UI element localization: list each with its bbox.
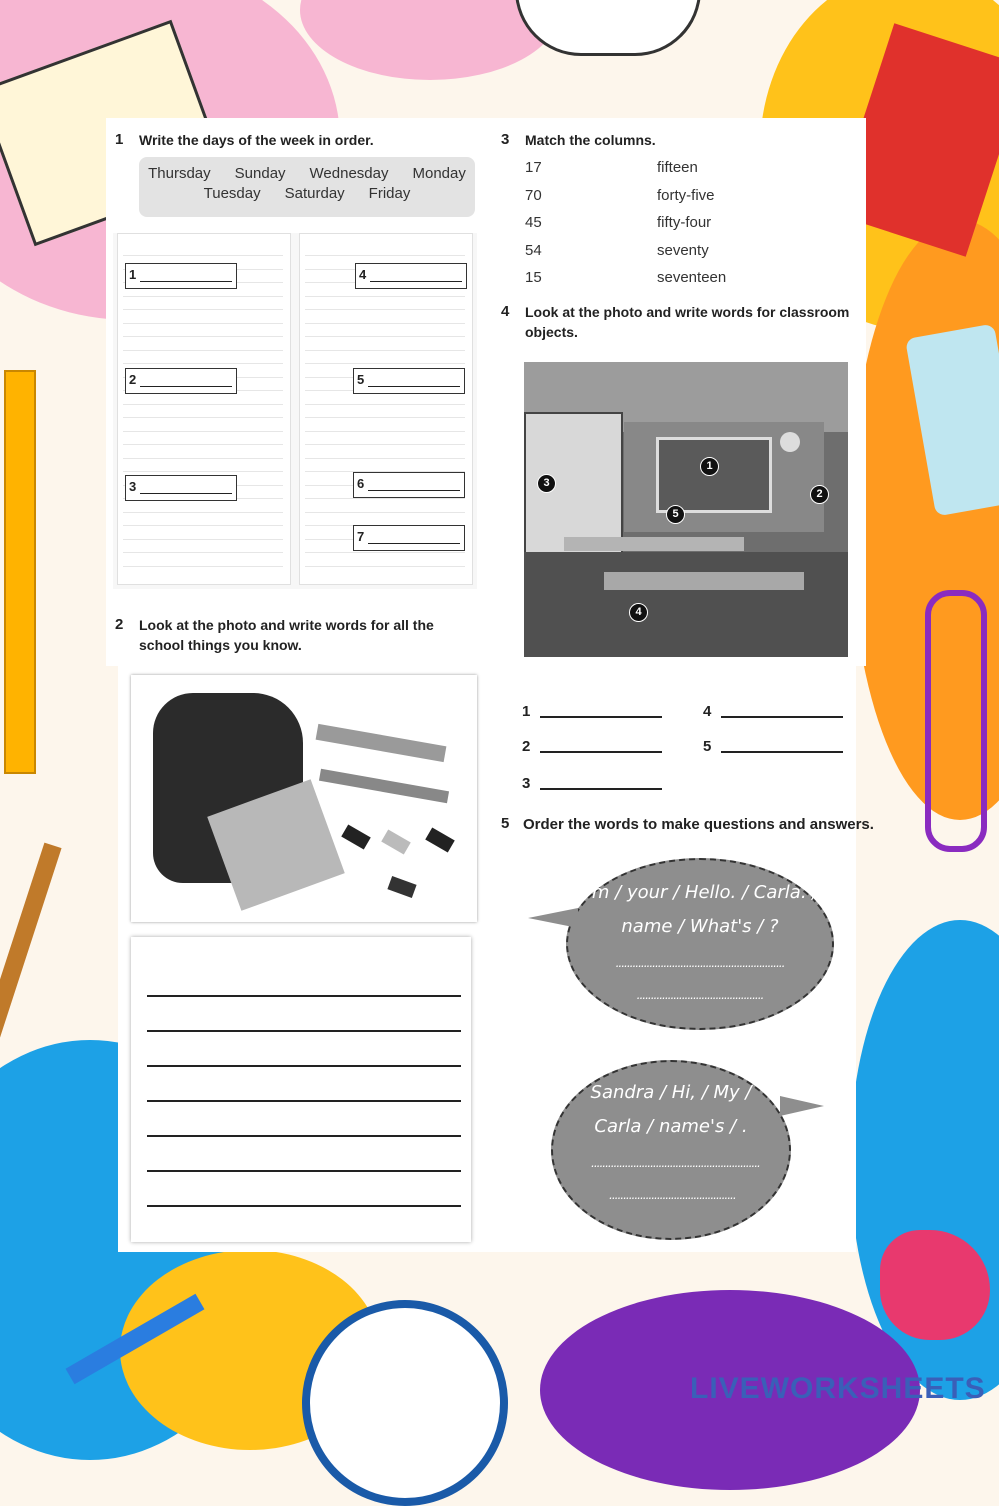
slot-number: 6	[357, 476, 365, 491]
slot-number: 2	[129, 372, 137, 387]
planner-rule	[305, 350, 465, 351]
answer-line-4[interactable]: 4	[703, 703, 711, 720]
sharpener-shape	[387, 876, 416, 898]
planner-rule	[123, 539, 283, 540]
answer-line-5[interactable]: 5	[703, 738, 711, 755]
planner-rule	[305, 458, 465, 459]
planner-rule	[305, 512, 465, 513]
writing-notepad	[131, 937, 471, 1242]
planner-rule	[305, 552, 465, 553]
ex4-title-line2: objects.	[525, 324, 578, 340]
planner-rule	[305, 431, 465, 432]
bubble-words-line1: Sandra / Hi, / My /	[590, 1082, 752, 1103]
match-right-item[interactable]: fifty-four	[657, 214, 712, 231]
planner-rule	[305, 417, 465, 418]
planner-rule	[123, 566, 283, 567]
liveworksheets-logo: LIVEWORKSHEETS	[690, 1372, 986, 1405]
clock-icon	[302, 1300, 508, 1506]
eraser-shape-3	[425, 827, 455, 852]
answer-line-1[interactable]: 1	[522, 703, 530, 720]
ruler-shape-2	[319, 769, 449, 803]
match-left-item[interactable]: 54	[525, 241, 542, 259]
ex4-title-line1: Look at the photo and write words for classroom	[525, 304, 850, 320]
planner-rule	[305, 404, 465, 405]
planner-rule	[305, 566, 465, 567]
match-left-item[interactable]: 70	[525, 186, 542, 204]
ex5-number: 5	[501, 815, 510, 832]
day-word: Monday	[412, 165, 466, 182]
ex1-title: Write the days of the week in order.	[139, 132, 374, 148]
slot-number: 1	[129, 267, 137, 282]
day-slot-1[interactable]	[125, 263, 237, 289]
speech-bubble-question	[566, 858, 834, 1030]
planner-rule	[305, 296, 465, 297]
bubble-tail-left	[528, 908, 578, 928]
speech-bubble-answer	[551, 1060, 791, 1240]
notepad-line[interactable]	[147, 1030, 461, 1032]
photo-marker-4: 4	[629, 603, 648, 622]
ex3-number: 3	[501, 131, 510, 148]
match-right-item[interactable]: seventeen	[657, 269, 727, 286]
day-word: Sunday	[234, 165, 286, 182]
planner-rule	[305, 309, 465, 310]
day-word: Wednesday	[309, 165, 389, 182]
day-slot-2[interactable]	[125, 368, 237, 394]
day-slot-3[interactable]	[125, 475, 237, 501]
photo-marker-1: 1	[700, 457, 719, 476]
answer-line-2[interactable]: 2	[522, 738, 530, 755]
planner-rule	[123, 525, 283, 526]
ex1-number: 1	[115, 131, 124, 148]
planner-rule	[123, 323, 283, 324]
slot-number: 5	[357, 372, 365, 387]
match-right-item[interactable]: forty-five	[657, 186, 715, 204]
match-left-item[interactable]: 17	[525, 159, 542, 176]
bubble-words-line2: name / What's / ?	[621, 916, 779, 937]
planner-rule	[123, 336, 283, 337]
bubble-words-line2: Carla / name's / .	[594, 1116, 748, 1137]
slot-number: 3	[129, 479, 137, 494]
desk-shape	[604, 572, 804, 590]
day-slot-7[interactable]	[353, 525, 465, 551]
notepad-line[interactable]	[147, 1170, 461, 1172]
day-word: Tuesday	[203, 185, 261, 202]
clock-shape	[780, 432, 800, 452]
planner-rule	[123, 404, 283, 405]
day-slot-6[interactable]	[353, 472, 465, 498]
desk-shape-2	[564, 537, 744, 551]
planner-rule	[305, 336, 465, 337]
slot-number: 7	[357, 529, 365, 544]
ex3-title: Match the columns.	[525, 132, 656, 148]
day-word: Thursday	[148, 165, 211, 182]
planner-rule	[123, 309, 283, 310]
ruler-shape	[316, 724, 447, 762]
planner-rule	[123, 363, 283, 364]
day-word: Saturday	[284, 185, 345, 202]
match-right-item[interactable]: seventy	[657, 241, 709, 259]
planner-rule	[123, 417, 283, 418]
planner-rule	[123, 255, 283, 256]
eraser-shape	[341, 824, 371, 849]
planner-rule	[123, 350, 283, 351]
bubble-tail-right	[780, 1096, 824, 1116]
classroom-photo	[524, 362, 848, 657]
photo-marker-5: 5	[666, 505, 685, 524]
planner-rule	[123, 552, 283, 553]
notepad-line[interactable]	[147, 995, 461, 997]
bubble-answer-line2[interactable]: .............................................	[609, 1188, 736, 1202]
notepad-line[interactable]	[147, 1205, 461, 1207]
notepad-line[interactable]	[147, 1100, 461, 1102]
ex2-title-line2: school things you know.	[139, 637, 302, 653]
scissors-icon	[925, 590, 987, 852]
planner-rule	[305, 363, 465, 364]
planner-rule	[305, 255, 465, 256]
planner-rule	[123, 431, 283, 432]
palette-icon	[515, 0, 701, 56]
bubble-answer-line1[interactable]: ............................................................	[591, 1156, 760, 1170]
school-things-photo	[131, 675, 477, 922]
photo-marker-2: 2	[810, 485, 829, 504]
bubble-words-line1: I'm / your / Hello. / Carla. /	[581, 882, 819, 903]
planner-rule	[123, 512, 283, 513]
ex4-number: 4	[501, 303, 510, 320]
planner-rule	[123, 471, 283, 472]
planner-rule	[123, 458, 283, 459]
ex5-title: Order the words to make questions and answers.	[523, 816, 874, 833]
planner-rule	[123, 444, 283, 445]
ex2-number: 2	[115, 616, 124, 633]
slot-number: 4	[359, 267, 367, 282]
ex2-title-line1: Look at the photo and write words for all the	[139, 617, 434, 633]
bubble-answer-line1[interactable]: ............................................................	[615, 956, 785, 970]
ruler-icon	[4, 370, 36, 774]
photo-marker-3: 3	[537, 474, 556, 493]
paintbrush-icon	[0, 843, 62, 1058]
day-slot-4[interactable]	[355, 263, 467, 289]
day-word: Friday	[368, 185, 411, 202]
match-left-item[interactable]: 45	[525, 214, 542, 231]
days-word-box	[139, 157, 475, 217]
notepad-line[interactable]	[147, 1065, 461, 1067]
board-shape	[656, 437, 772, 513]
eraser-shape-2	[381, 829, 411, 854]
answer-line-3[interactable]: 3	[522, 775, 530, 792]
planner-rule	[305, 444, 465, 445]
day-slot-5[interactable]	[353, 368, 465, 394]
match-right-item[interactable]: fifteen	[657, 159, 698, 176]
planner-rule	[123, 296, 283, 297]
bubble-answer-line2[interactable]: .............................................	[636, 988, 764, 1002]
match-left-item[interactable]: 15	[525, 269, 542, 286]
planner-rule	[305, 498, 465, 499]
floor-shape	[524, 552, 848, 657]
notepad-line[interactable]	[147, 1135, 461, 1137]
planner-rule	[305, 323, 465, 324]
